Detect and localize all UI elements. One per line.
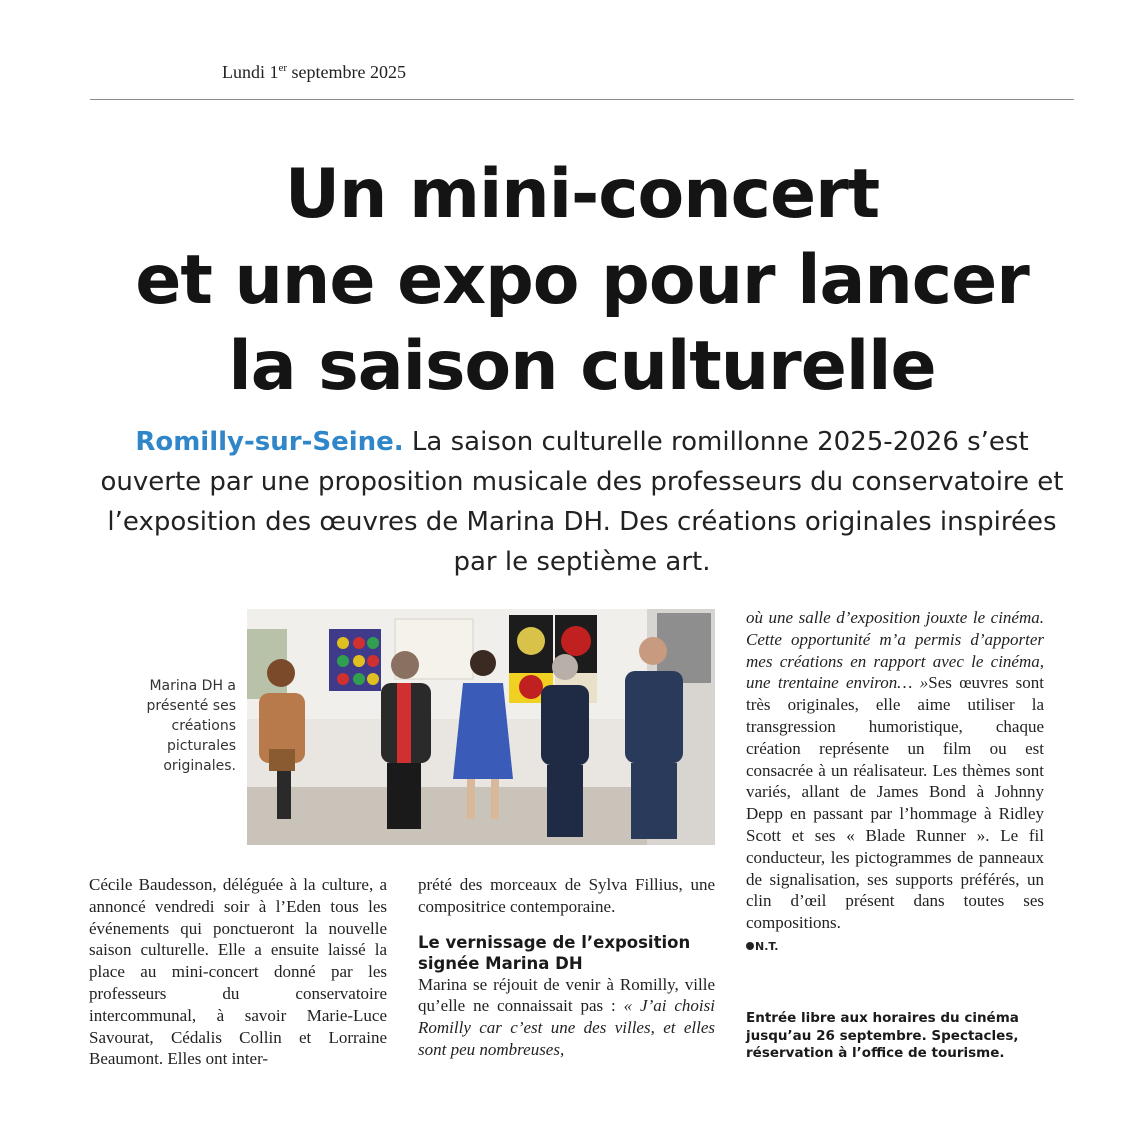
lead-paragraph xyxy=(90,422,1074,582)
headline-line-2: et une expo pour lancer xyxy=(135,241,1029,320)
column-2-intro: Marina se réjouit de venir à Romilly, ville qu’elle ne connaissait pas : xyxy=(418,974,715,1016)
photo-caption: Marina DH a présenté ses créations picturales originales. xyxy=(146,678,236,774)
column-2 xyxy=(418,874,715,1061)
column-3 xyxy=(746,607,1044,958)
signature-text: N.T. xyxy=(755,939,779,953)
column-3-quote: où une salle d’exposition jouxte le cinéma. Cette opportunité m’a permis d’apporter mes créations en rapport avec le cinéma, une trentaine environ… » xyxy=(746,608,1044,693)
subheading: Le vernissage de l’exposition signée Marina DH xyxy=(418,932,691,973)
lead-text: La saison culturelle romillonne 2025-2026 s’est ouverte par une proposition musicale des professeurs du conservatoire et l’exposition des œuvres de Marina DH. Des créations originales inspirées par le septième art. xyxy=(100,427,1064,577)
issue-date xyxy=(222,62,406,83)
headline xyxy=(90,152,1074,410)
date-superscript: er xyxy=(278,62,288,74)
photo-illustration xyxy=(247,609,715,845)
header-rule xyxy=(90,99,1074,100)
column-2-continued xyxy=(418,974,715,1061)
signature-dot-icon xyxy=(746,942,754,950)
date-prefix: Lundi 1 xyxy=(222,62,279,82)
article-photo xyxy=(247,609,715,845)
column-3-text: Ses œuvres sont très originales, elle aime utiliser la transgression humoristique, chaque création représente un film ou est consacrée à un réalisateur. Les thèmes sont variés, allant de James Bond à Johnny Depp en passant par l’hommage à Ridley Scott et ses « Blade Runner ». Le fil conducteur, les pictogrammes de panneaux de signalisation, ses supports préférés, un clin d’œil présent dans toutes ses compositions. xyxy=(746,673,1044,933)
headline-line-3: la saison culturelle xyxy=(228,327,936,406)
lead-city: Romilly-sur-Seine. xyxy=(135,427,404,457)
column-2-text: prété des morceaux de Sylva Fillius, une compositrice contemporaine. xyxy=(418,875,715,916)
info-box: Entrée libre aux horaires du cinéma jusqu’au 26 septembre. Spectacles, réservation à l’office de tourisme. xyxy=(746,1010,1019,1061)
date-suffix: septembre 2025 xyxy=(287,62,407,82)
column-2-quote: « J’ai choisi Romilly car c’est une des villes, et elles sont peu nombreuses, xyxy=(418,996,715,1059)
signature xyxy=(746,934,1044,958)
headline-line-1: Un mini-concert xyxy=(284,155,880,234)
column-1: Cécile Baudesson, déléguée à la culture, a annoncé vendredi soir à l’Eden tous les événements qui ponctueront la nouvelle saison culturelle. Elle a ensuite laissé la place au mini-concert donné par les professeurs du conservatoire intercommunal, à savoir Marie-Luce Savourat, Cédalis Collin et Lorraine Beaumont. Elles ont inter- xyxy=(89,875,387,1069)
